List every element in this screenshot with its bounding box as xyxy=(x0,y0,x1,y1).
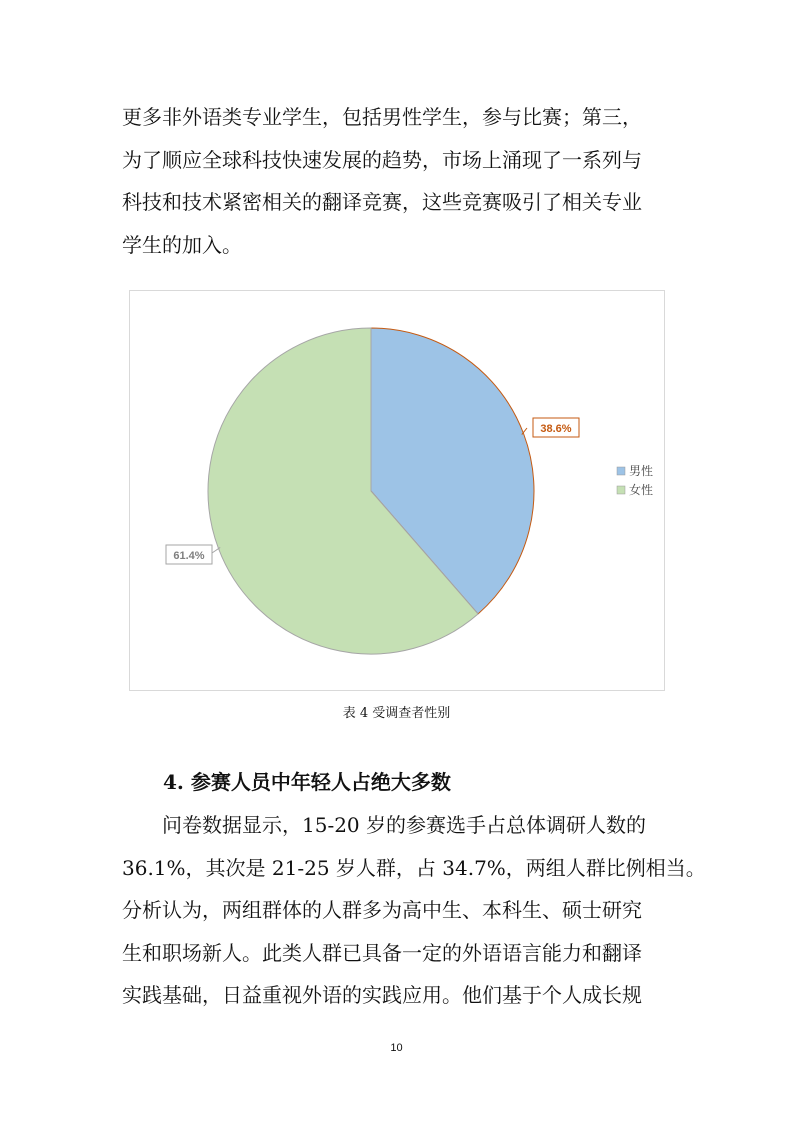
text-line: 问卷数据显示，15-20 岁的参赛选手占总体调研人数的 xyxy=(122,813,647,837)
paragraph-intro xyxy=(122,96,677,266)
text-line: 学生的加入。 xyxy=(122,232,242,257)
text-line: 生和职场新人。此类人群已具备一定的外语语言能力和翻译 xyxy=(122,940,642,965)
legend-label: 女性 xyxy=(629,483,654,497)
text-line: 科技和技术紧密相关的翻译竞赛，这些竞赛吸引了相关专业 xyxy=(122,190,642,214)
gender-pie-chart xyxy=(129,290,665,691)
page-number: 10 xyxy=(390,1042,403,1054)
text-line: 36.1%，其次是 21-25 岁人群，占 34.7%，两组人群比例相当。 xyxy=(122,855,706,880)
text-line: 实践基础，日益重视外语的实践应用。他们基于个人成长规 xyxy=(122,983,642,1007)
data-label: 38.6% xyxy=(540,423,572,435)
figure-caption: 表 4 受调查者性别 xyxy=(342,706,451,721)
legend-label: 男性 xyxy=(629,464,654,478)
text-line: 分析认为，两组群体的人群多为高中生、本科生、硕士研究 xyxy=(122,898,642,922)
paragraph-age xyxy=(122,804,706,1017)
text-line: 为了顺应全球科技快速发展的趋势，市场上涌现了一系列与 xyxy=(122,147,642,172)
legend-swatch xyxy=(617,486,625,494)
pie-chart-svg xyxy=(130,291,664,690)
data-label: 61.4% xyxy=(173,550,205,562)
legend-swatch xyxy=(617,467,625,475)
text-line: 更多非外语类专业学生，包括男性学生，参与比赛；第三， xyxy=(122,105,642,129)
section-heading: 4. 参赛人员中年轻人占绝大多数 xyxy=(163,770,451,794)
